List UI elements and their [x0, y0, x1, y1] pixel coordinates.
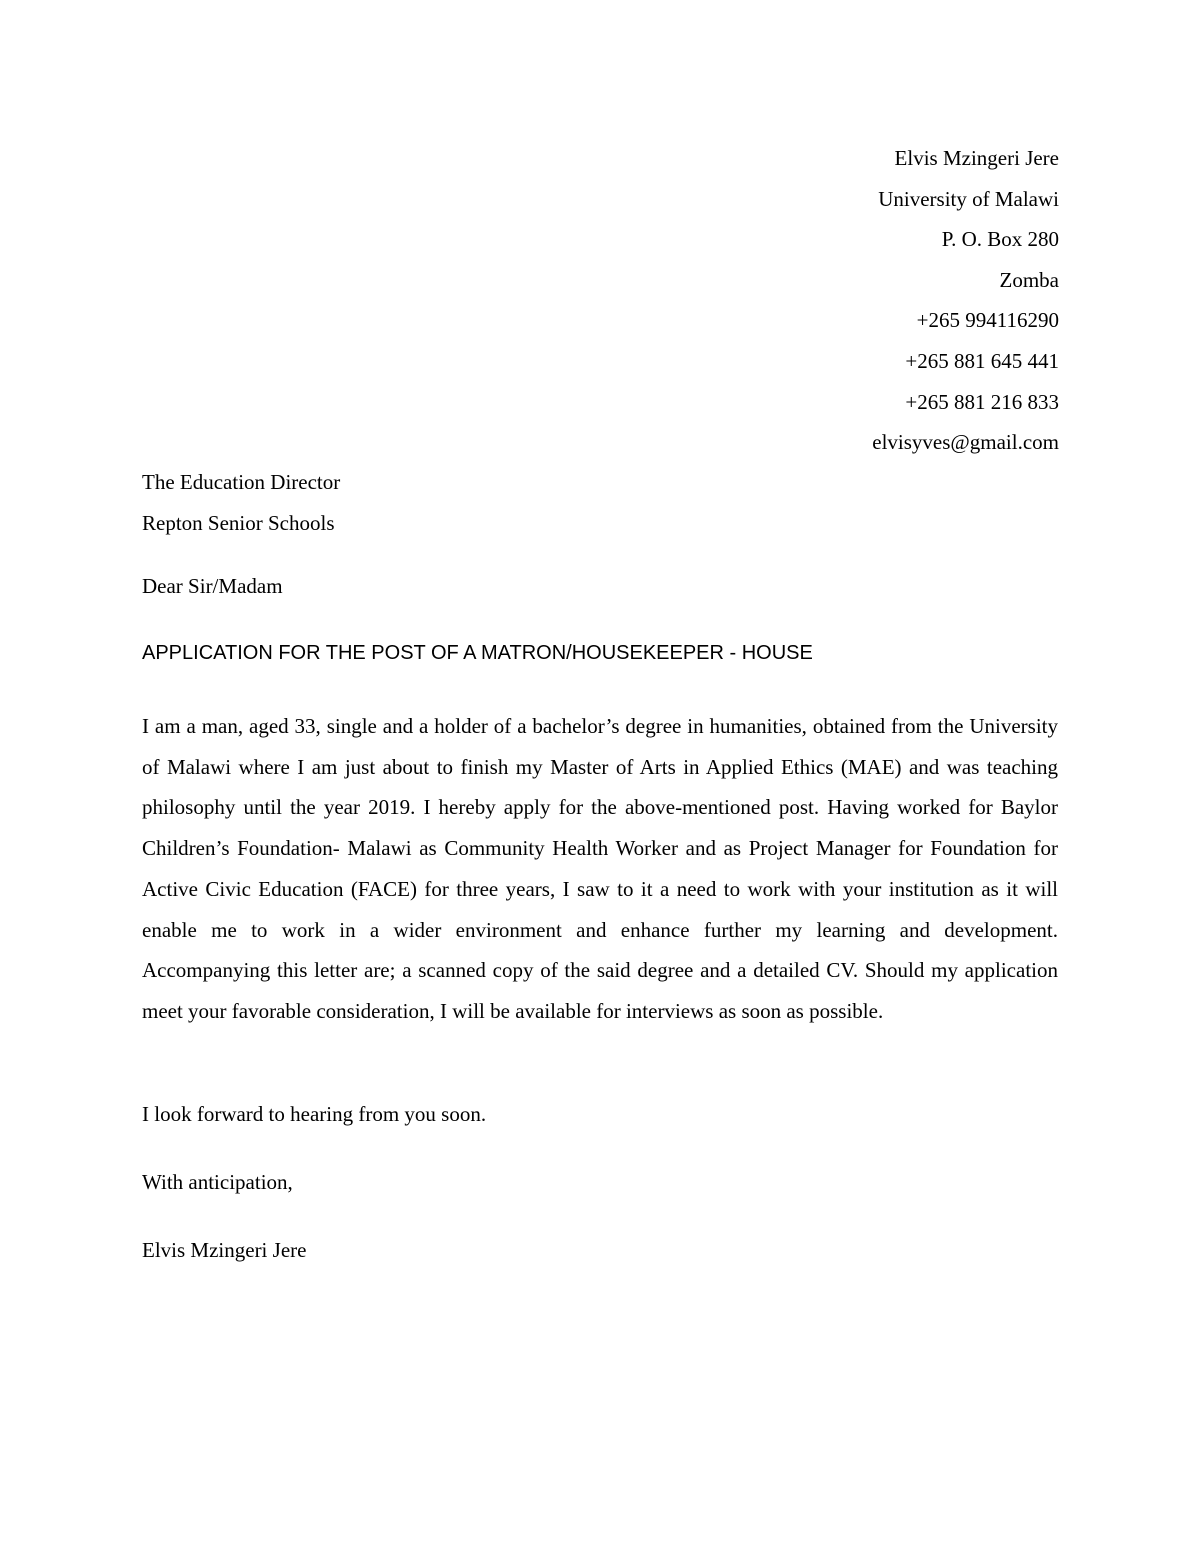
sender-institution: University of Malawi [878, 186, 1059, 211]
recipient-title: The Education Director [142, 470, 341, 494]
subject-line: APPLICATION FOR THE POST OF A MATRON/HOUSEKEEPER - HOUSE [142, 642, 813, 664]
recipient-address-block [142, 462, 340, 543]
sender-city: Zomba [999, 267, 1059, 292]
signature-name: Elvis Mzingeri Jere [142, 1238, 307, 1262]
sender-po-box: P. O. Box 280 [941, 227, 1059, 252]
sender-phone-1: +265 994116290 [916, 308, 1059, 333]
sender-phone-2: +265 881 645 441 [905, 348, 1059, 373]
sender-phone-3: +265 881 216 833 [905, 389, 1059, 414]
salutation: Dear Sir/Madam [142, 574, 283, 598]
sender-email: elvisyves@gmail.com [872, 430, 1059, 455]
valediction: With anticipation, [142, 1170, 293, 1194]
sender-name: Elvis Mzingeri Jere [894, 146, 1059, 170]
sender-address-block [872, 138, 1059, 463]
closing-line: I look forward to hearing from you soon. [142, 1102, 487, 1126]
recipient-organization: Repton Senior Schools [142, 510, 335, 535]
letter-body: I am a man, aged 33, single and a holder of a bachelor’s degree in humanities, obtained from the University of Malawi where I am just about to finish my Master of Arts in Applied Ethics (MAE) and was teaching philosophy until the year 2019. I hereby apply for the above-mentioned post. Having worked for Baylor Children’s Foundation- Malawi as Community Health Worker and as Project Manager for Foundation for Active Civic Education (FACE) for three years, I saw to it a need to work with your institution as it will enable me to work in a wider environment and enhance further my learning and development. Accompanying this letter are; a scanned copy of the said degree and a detailed CV. Should my application meet your favorable consideration, I will be available for interviews as soon as possible. [142, 714, 1058, 1023]
